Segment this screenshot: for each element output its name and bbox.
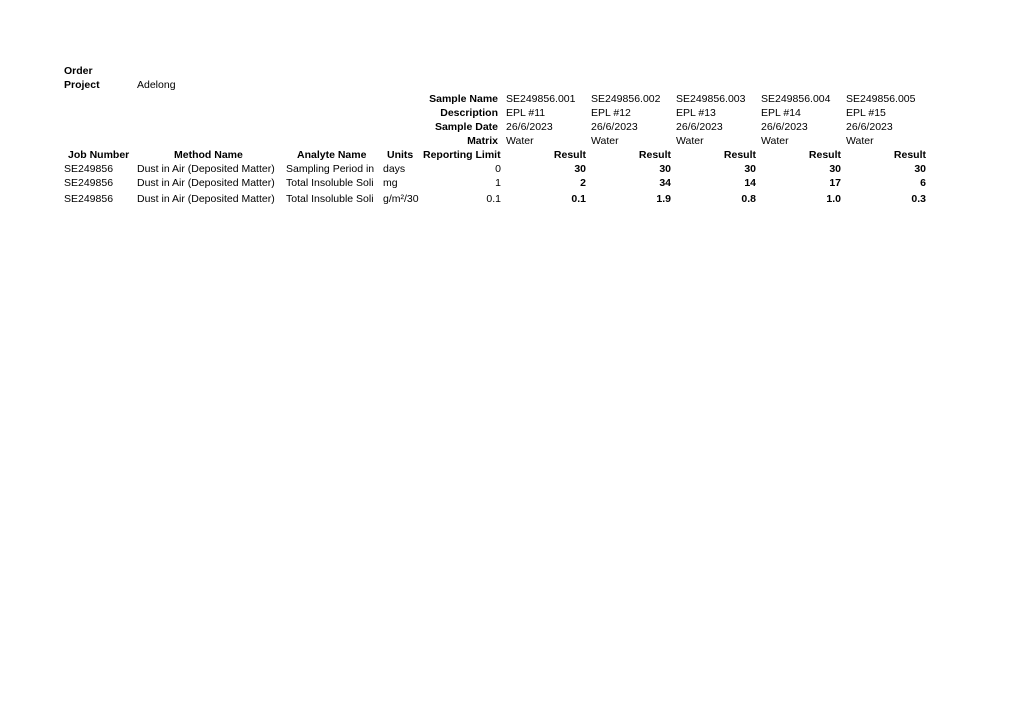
reporting-limit-cell: 0.1 — [486, 193, 501, 205]
column-header-reporting-limit: Reporting Limit — [423, 149, 501, 161]
analyte-name-cell: Total Insoluble Soli — [286, 193, 374, 205]
sample-date: 26/6/2023 — [761, 121, 808, 133]
result-cell: 1.0 — [826, 193, 841, 205]
result-cell: 30 — [914, 163, 926, 175]
sample-date: 26/6/2023 — [846, 121, 893, 133]
column-header-result: Result — [553, 149, 586, 161]
column-header-result: Result — [638, 149, 671, 161]
sample-name: SE249856.003 — [676, 93, 746, 105]
method-name-cell: Dust in Air (Deposited Matter) — [137, 163, 275, 175]
analyte-name-cell: Sampling Period in — [286, 163, 375, 175]
column-header-result: Result — [723, 149, 756, 161]
job-number-cell: SE249856 — [64, 177, 114, 189]
reporting-limit-cell: 0 — [495, 163, 501, 175]
sample-date: 26/6/2023 — [676, 121, 723, 133]
reporting-limit-cell: 1 — [495, 177, 501, 189]
sample-name: SE249856.002 — [591, 93, 661, 105]
column-header-result: Result — [808, 149, 841, 161]
column-header-method-name: Method Name — [174, 149, 243, 161]
result-cell: 0.1 — [571, 193, 586, 205]
sample-description: EPL #14 — [761, 107, 801, 119]
result-cell: 30 — [829, 163, 841, 175]
result-cell: 1.9 — [656, 193, 671, 205]
column-header-job-number: Job Number — [68, 149, 130, 161]
sample-description: EPL #12 — [591, 107, 631, 119]
sample-date: 26/6/2023 — [591, 121, 638, 133]
result-cell: 0.8 — [741, 193, 756, 205]
sample-date: 26/6/2023 — [506, 121, 553, 133]
analyte-name-cell: Total Insoluble Soli — [286, 177, 374, 189]
result-cell: 17 — [829, 177, 841, 189]
column-header-analyte-name: Analyte Name — [297, 149, 367, 161]
result-cell: 30 — [659, 163, 671, 175]
sample-description: EPL #15 — [846, 107, 886, 119]
units-cell: g/m²/30 — [383, 193, 419, 205]
result-cell: 0.3 — [911, 193, 926, 205]
sample-matrix: Water — [761, 135, 789, 147]
sample-matrix: Water — [506, 135, 534, 147]
result-cell: 14 — [744, 177, 756, 189]
matrix-label: Matrix — [467, 135, 498, 147]
sample-name: SE249856.001 — [506, 93, 576, 105]
description-label: Description — [440, 107, 498, 119]
units-cell: mg — [383, 177, 398, 189]
result-cell: 6 — [920, 177, 926, 189]
sample-name: SE249856.004 — [761, 93, 831, 105]
units-cell: days — [383, 163, 406, 175]
column-header-units: Units — [387, 149, 414, 161]
project-label: Project — [64, 79, 100, 91]
sample-name: SE249856.005 — [846, 93, 916, 105]
sample-matrix: Water — [846, 135, 874, 147]
result-cell: 34 — [659, 177, 671, 189]
result-cell: 30 — [574, 163, 586, 175]
result-cell: 30 — [744, 163, 756, 175]
result-cell: 2 — [580, 177, 586, 189]
project-value: Adelong — [137, 79, 176, 91]
method-name-cell: Dust in Air (Deposited Matter) — [137, 193, 275, 205]
job-number-cell: SE249856 — [64, 163, 114, 175]
sample-name-label: Sample Name — [429, 93, 498, 105]
sample-matrix: Water — [676, 135, 704, 147]
method-name-cell: Dust in Air (Deposited Matter) — [137, 177, 275, 189]
sample-description: EPL #11 — [506, 107, 546, 119]
job-number-cell: SE249856 — [64, 193, 114, 205]
sample-description: EPL #13 — [676, 107, 716, 119]
column-header-result: Result — [893, 149, 926, 161]
order-label: Order — [64, 65, 93, 77]
sample-date-label: Sample Date — [434, 121, 498, 133]
sample-matrix: Water — [591, 135, 619, 147]
